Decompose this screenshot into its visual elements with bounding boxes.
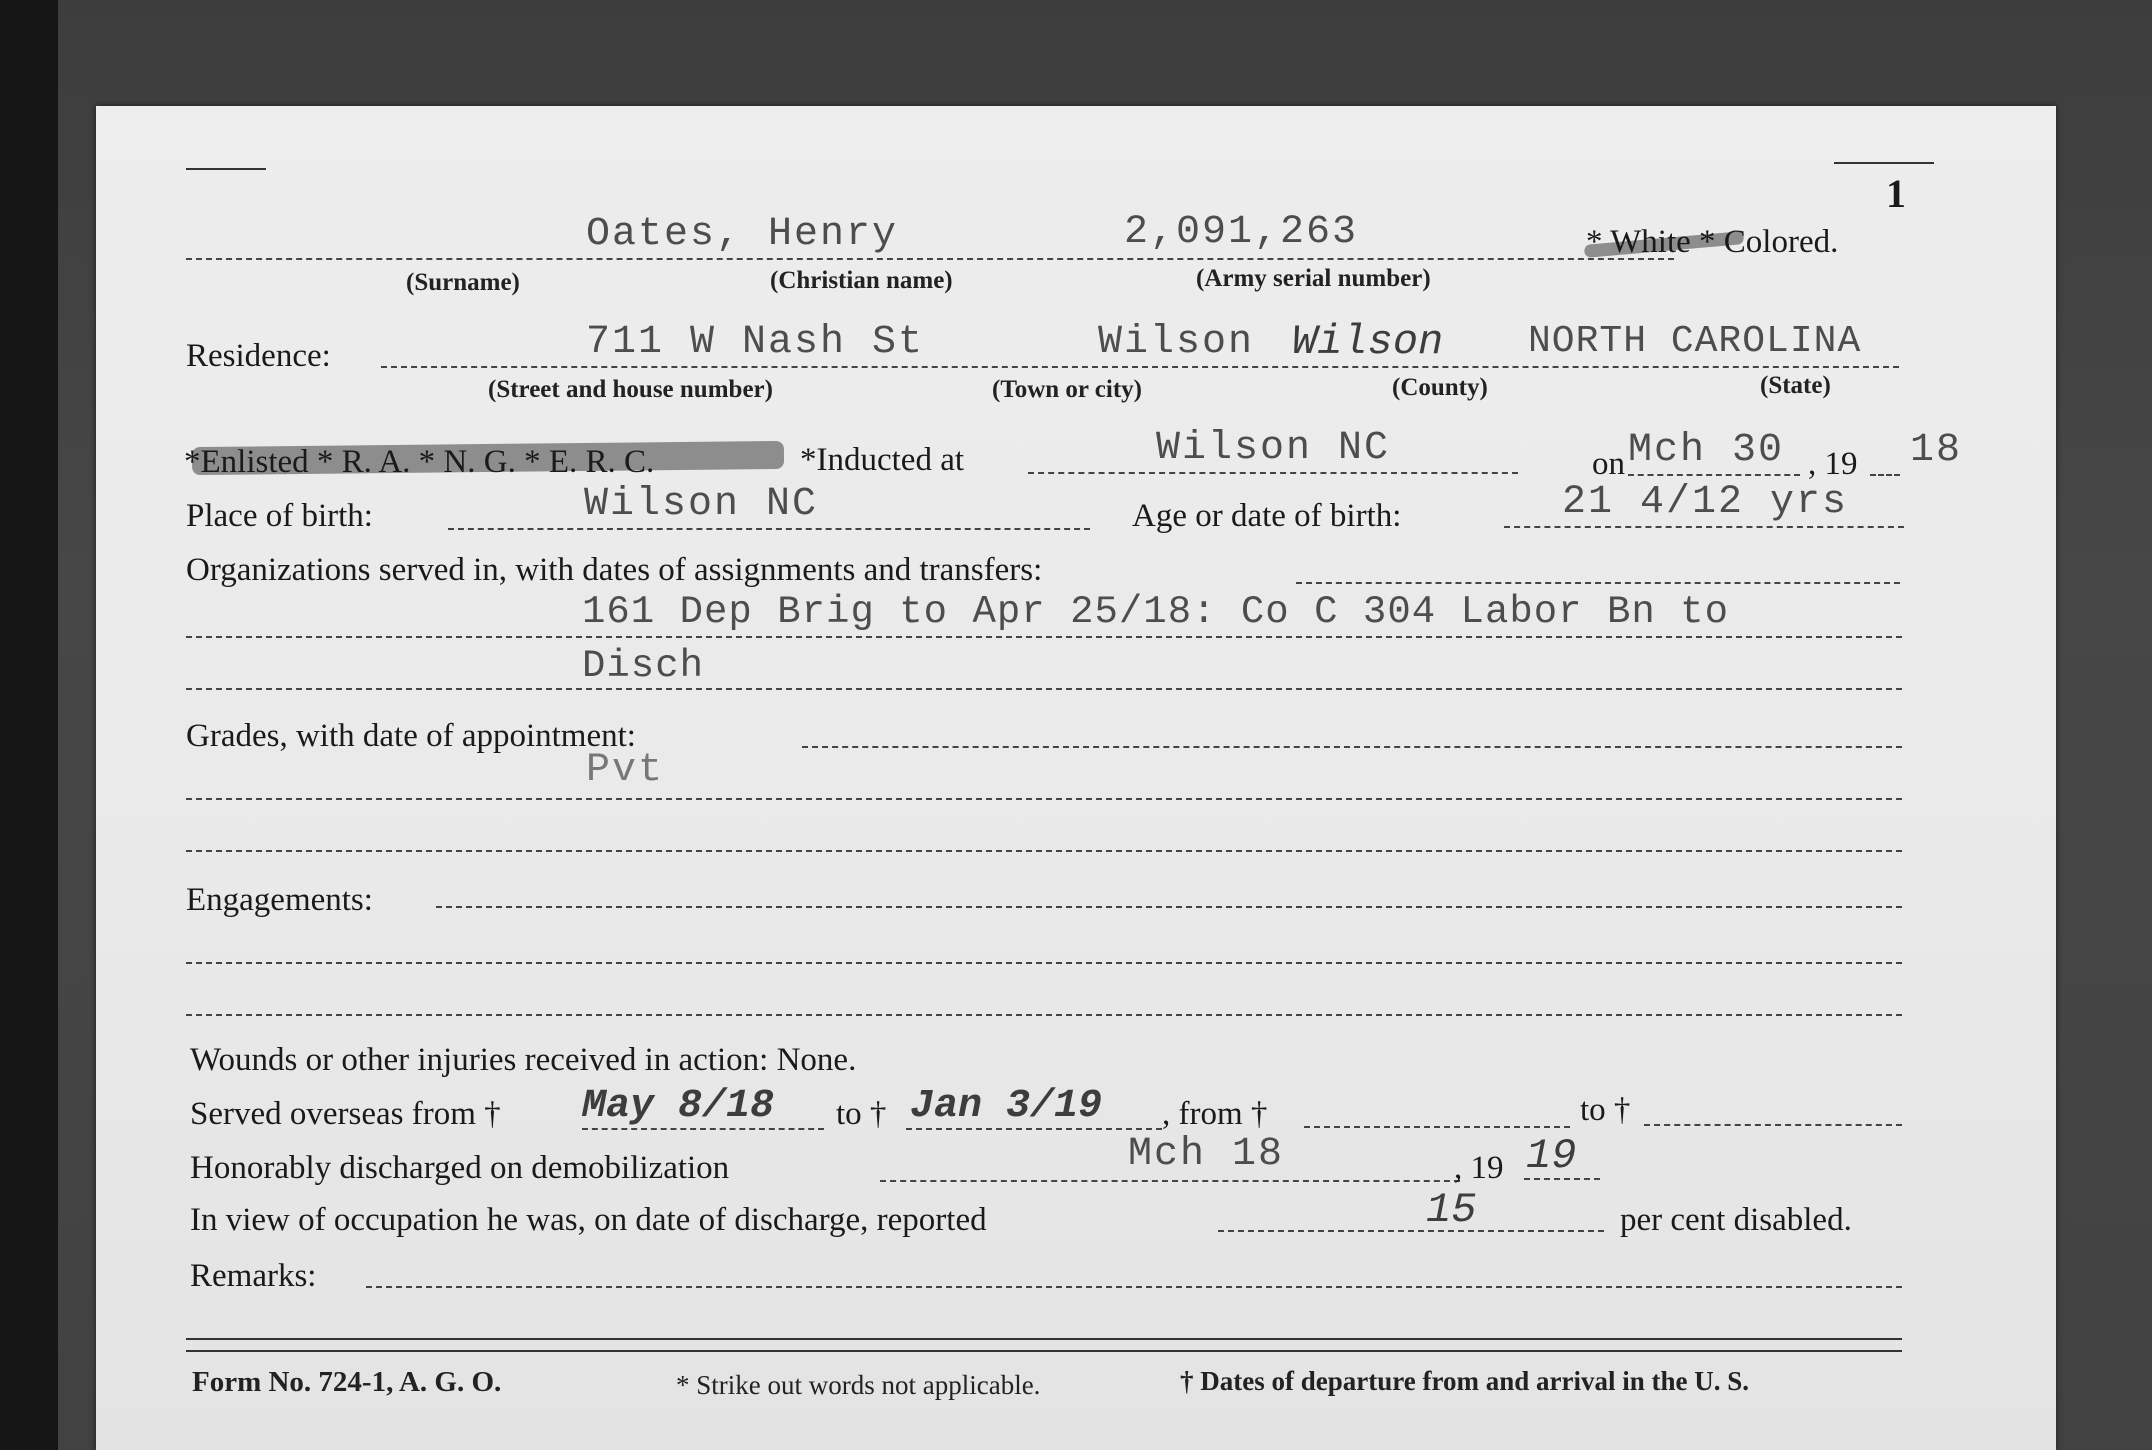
enlisted-options: *Enlisted * R. A. * N. G. * E. R. C. xyxy=(184,444,655,480)
organizations-line-1 xyxy=(186,636,1902,638)
age-line xyxy=(1504,526,1904,528)
disabled-value: 15 xyxy=(1426,1186,1477,1234)
service-record-card xyxy=(96,106,2056,1450)
inducted-year-value: 18 xyxy=(1910,428,1963,473)
served-overseas-label: Served overseas from † xyxy=(190,1096,501,1132)
wounds-label: Wounds or other injuries received in action: None. xyxy=(190,1042,857,1078)
overseas-from2-line xyxy=(1304,1126,1570,1128)
caption-christian-name: (Christian name) xyxy=(770,267,953,294)
inducted-at-value: Wilson NC xyxy=(1156,426,1391,471)
strike-out-note: * Strike out words not applicable. xyxy=(676,1370,1041,1400)
discharge-year-prefix: , 19 xyxy=(1454,1150,1504,1186)
discharge-date-line xyxy=(880,1180,1460,1182)
grades-label: Grades, with date of appointment: xyxy=(186,718,636,754)
age-value: 21 4/12 yrs xyxy=(1562,480,1849,525)
caption-street: (Street and house number) xyxy=(488,376,773,403)
grades-line-2 xyxy=(186,850,1902,852)
inducted-at-label: *Inducted at xyxy=(800,442,965,478)
organizations-label: Organizations served in, with dates of assignments and transfers: xyxy=(186,552,1043,588)
overseas-to-label: to † xyxy=(836,1096,887,1132)
overseas-from-value: May 8/18 xyxy=(582,1084,775,1129)
overseas-from-line xyxy=(582,1128,824,1130)
inducted-year-line xyxy=(1870,474,1900,476)
residence-line xyxy=(381,366,1899,368)
form-number: Form No. 724-1, A. G. O. xyxy=(192,1366,502,1398)
top-right-rule xyxy=(1834,162,1934,164)
age-label: Age or date of birth: xyxy=(1132,498,1402,534)
town-value: Wilson xyxy=(1098,320,1255,365)
organizations-value-line1: 161 Dep Brig to Apr 25/18: Co C 304 Labor Bn to xyxy=(582,590,1729,634)
place-of-birth-label: Place of birth: xyxy=(186,498,373,534)
engagements-line-1 xyxy=(186,962,1902,964)
discharge-year-line xyxy=(1524,1178,1600,1180)
caption-county: (County) xyxy=(1392,374,1488,401)
inducted-date-line xyxy=(1628,474,1800,476)
overseas-from2-label: , from † xyxy=(1162,1096,1268,1132)
year-prefix: , 19 xyxy=(1808,446,1858,482)
scanner-background-edge xyxy=(0,0,58,1450)
caption-army-serial-number: (Army serial number) xyxy=(1196,265,1431,292)
surname-christian-name-value: Oates, Henry xyxy=(586,212,899,257)
grades-value: Pvt xyxy=(586,748,665,793)
army-serial-number-value: 2,091,263 xyxy=(1124,210,1359,255)
overseas-to2-label: to † xyxy=(1580,1092,1631,1128)
residence-label: Residence: xyxy=(186,338,331,374)
engagements-line-2 xyxy=(186,1014,1902,1016)
state-value: NORTH CAROLINA xyxy=(1528,320,1862,363)
organizations-line-2 xyxy=(186,688,1902,690)
race-options: * White * Colored. xyxy=(1586,224,1839,260)
overseas-to2-line xyxy=(1644,1124,1902,1126)
engagements-line-0 xyxy=(436,906,1902,908)
disabled-label: In view of occupation he was, on date of discharge, reported xyxy=(190,1202,987,1238)
overseas-to-line xyxy=(906,1128,1162,1130)
organizations-line-0 xyxy=(1296,582,1900,584)
caption-town: (Town or city) xyxy=(992,376,1142,403)
discharge-date-value: Mch 18 xyxy=(1128,1132,1285,1177)
place-of-birth-line xyxy=(448,528,1090,530)
name-line xyxy=(186,258,1674,260)
organizations-value-line2: Disch xyxy=(582,644,705,688)
on-label: on xyxy=(1592,446,1625,482)
grades-line-1 xyxy=(186,798,1902,800)
discharge-year-value: 19 xyxy=(1526,1132,1577,1180)
discharge-label: Honorably discharged on demobilization xyxy=(190,1150,730,1186)
disabled-suffix: per cent disabled. xyxy=(1620,1202,1852,1238)
dates-note: † Dates of departure from and arrival in the U. S. xyxy=(1180,1366,1749,1396)
engagements-label: Engagements: xyxy=(186,882,373,918)
place-of-birth-value: Wilson NC xyxy=(584,482,819,527)
grades-line-0 xyxy=(802,746,1902,748)
remarks-line-1 xyxy=(186,1338,1902,1340)
county-value: Wilson xyxy=(1292,318,1444,366)
caption-state: (State) xyxy=(1760,372,1831,399)
street-value: 711 W Nash St xyxy=(586,320,925,365)
remarks-line-0 xyxy=(366,1286,1902,1288)
card-number: 1 xyxy=(1886,171,1906,216)
inducted-at-line xyxy=(1028,472,1518,474)
caption-surname: (Surname) xyxy=(406,269,520,296)
top-left-rule xyxy=(186,168,266,170)
remarks-line-2 xyxy=(186,1350,1902,1352)
inducted-date-value: Mch 30 xyxy=(1628,428,1785,473)
disabled-line xyxy=(1218,1230,1604,1232)
remarks-label: Remarks: xyxy=(190,1258,317,1294)
overseas-to-value: Jan 3/19 xyxy=(910,1084,1103,1129)
